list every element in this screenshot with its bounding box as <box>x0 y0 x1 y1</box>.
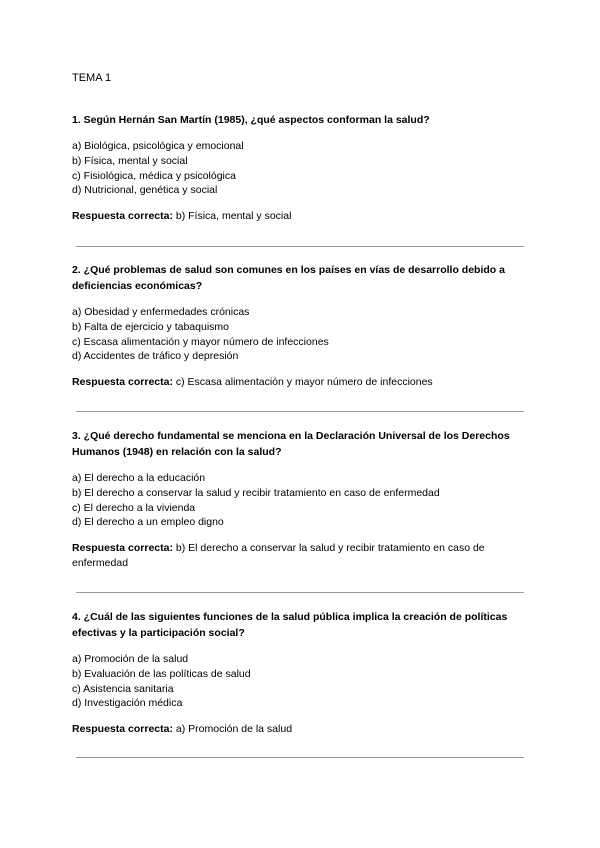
question-4 <box>72 609 528 737</box>
question-1 <box>72 112 528 224</box>
option-b: b) El derecho a conservar la salud y recibir tratamiento en caso de enfermedad <box>72 486 440 499</box>
option-d: d) Accidentes de tráfico y depresión <box>72 350 239 363</box>
correct-answer <box>72 722 528 737</box>
divider <box>76 757 524 758</box>
option-a: a) El derecho a la educación <box>72 472 206 484</box>
divider <box>76 411 524 412</box>
options-list <box>72 652 528 711</box>
question-3 <box>72 428 528 571</box>
answer-text: c) Escasa alimentación y mayor número de infecciones <box>175 376 433 389</box>
option-b: b) Falta de ejercicio y tabaquismo <box>72 320 229 333</box>
options-list <box>72 139 528 198</box>
options-list <box>72 305 528 364</box>
option-c: c) El derecho a la vivienda <box>72 501 196 514</box>
option-d: d) Nutricional, genética y social <box>72 184 218 197</box>
option-a: a) Obesidad y enfermedades crónicas <box>72 306 250 318</box>
question-title: 4. ¿Cuál de las siguientes funciones de la salud pública implica la creación de políticas efectivas y la participación social? <box>72 611 508 639</box>
answer-text: b) Física, mental y social <box>175 210 292 223</box>
option-d: d) Investigación médica <box>72 697 183 710</box>
answer-text: b) El derecho a conservar la salud y recibir tratamiento en caso de enfermedad <box>72 542 485 570</box>
answer-label: Respuesta correcta: <box>72 210 173 223</box>
question-title: 3. ¿Qué derecho fundamental se menciona en la Declaración Universal de los Derechos Humanos (1948) en relación con la salud? <box>72 430 510 458</box>
correct-answer <box>72 209 528 224</box>
correct-answer <box>72 541 528 571</box>
option-a: a) Promoción de la salud <box>72 653 189 665</box>
question-title: 2. ¿Qué problemas de salud son comunes en los países en vías de desarrollo debido a deficiencias económicas? <box>72 264 505 292</box>
answer-label: Respuesta correcta: <box>72 723 173 736</box>
question-2 <box>72 262 528 390</box>
option-b: b) Física, mental y social <box>72 154 188 167</box>
answer-label: Respuesta correcta: <box>72 542 173 555</box>
options-list <box>72 471 528 530</box>
option-c: c) Escasa alimentación y mayor número de infecciones <box>72 335 329 348</box>
question-title: 1. Según Hernán San Martín (1985), ¿qué aspectos conforman la salud? <box>72 114 430 126</box>
answer-text: a) Promoción de la salud <box>175 723 293 736</box>
option-c: c) Asistencia sanitaria <box>72 682 174 695</box>
divider <box>76 592 524 593</box>
divider <box>76 246 524 247</box>
option-d: d) El derecho a un empleo digno <box>72 516 224 529</box>
option-c: c) Fisiológica, médica y psicológica <box>72 169 236 182</box>
section-title: TEMA 1 <box>72 72 112 84</box>
answer-label: Respuesta correcta: <box>72 376 173 389</box>
option-a: a) Biológica, psicológica y emocional <box>72 140 244 152</box>
correct-answer <box>72 375 528 390</box>
option-b: b) Evaluación de las políticas de salud <box>72 667 251 680</box>
